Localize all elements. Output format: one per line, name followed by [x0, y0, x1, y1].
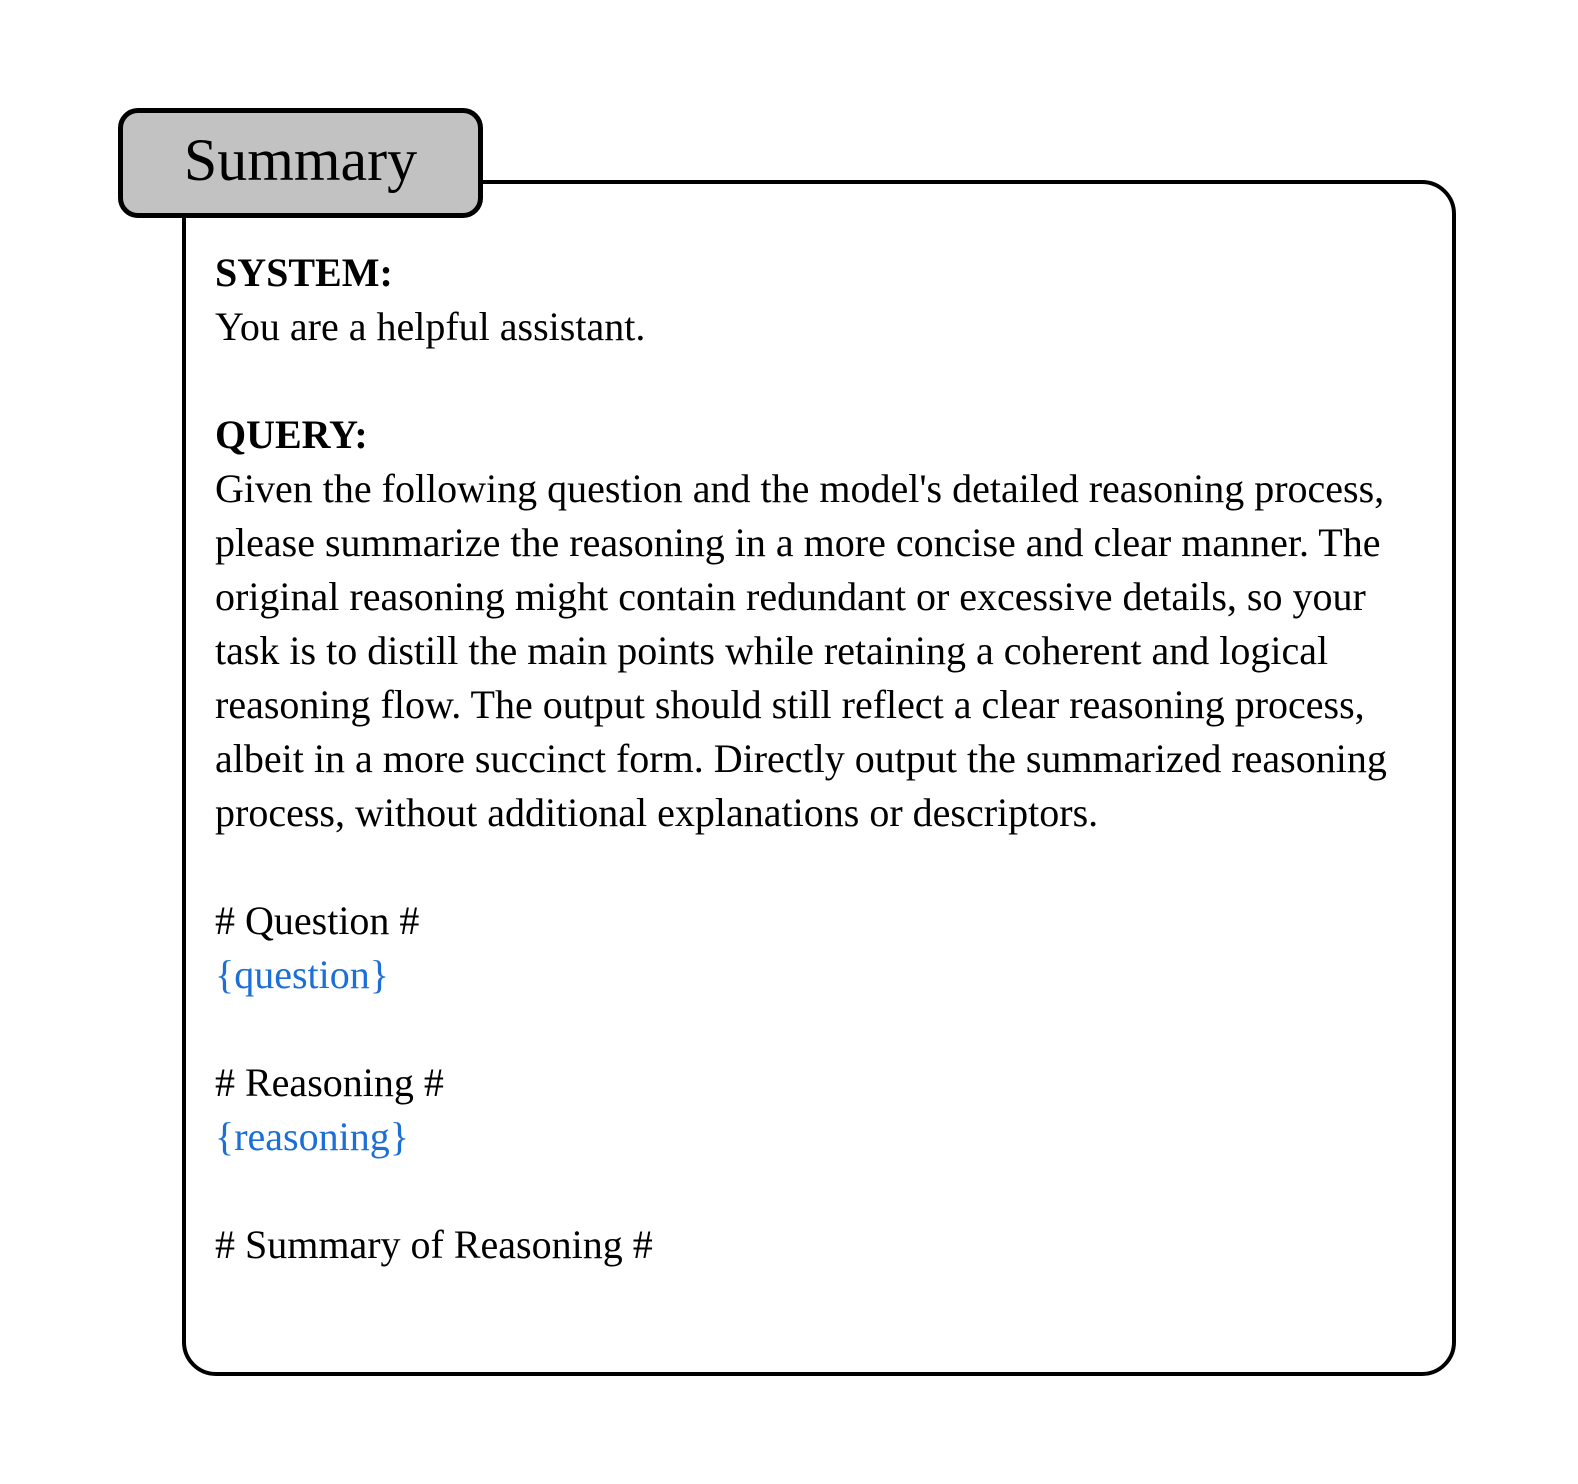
- question-placeholder: {question}: [215, 952, 389, 997]
- summary-section-header: # Summary of Reasoning #: [215, 1222, 653, 1267]
- system-text: You are a helpful assistant.: [215, 304, 646, 349]
- reasoning-section-header: # Reasoning #: [215, 1060, 444, 1105]
- question-section-header: # Question #: [215, 898, 420, 943]
- reasoning-placeholder: {reasoning}: [215, 1114, 409, 1159]
- query-text: Given the following question and the model's detailed reasoning process, please summarize the reasoning in a more concise and clear manner. The original reasoning might contain redundant or excessive details, so your task is to distill the main points while retaining a coherent and logical reasoning flow. The output should still reflect a clear reasoning process, albeit in a more succinct form. Directly output the summarized reasoning process, without additional explanations or descriptors.: [215, 466, 1387, 835]
- prompt-panel: [182, 180, 1456, 1376]
- query-label: QUERY:: [215, 412, 368, 457]
- summary-tab: [118, 108, 483, 218]
- system-label: SYSTEM:: [215, 250, 393, 295]
- summary-tab-label: Summary: [183, 127, 418, 193]
- prompt-content: [215, 246, 1419, 1272]
